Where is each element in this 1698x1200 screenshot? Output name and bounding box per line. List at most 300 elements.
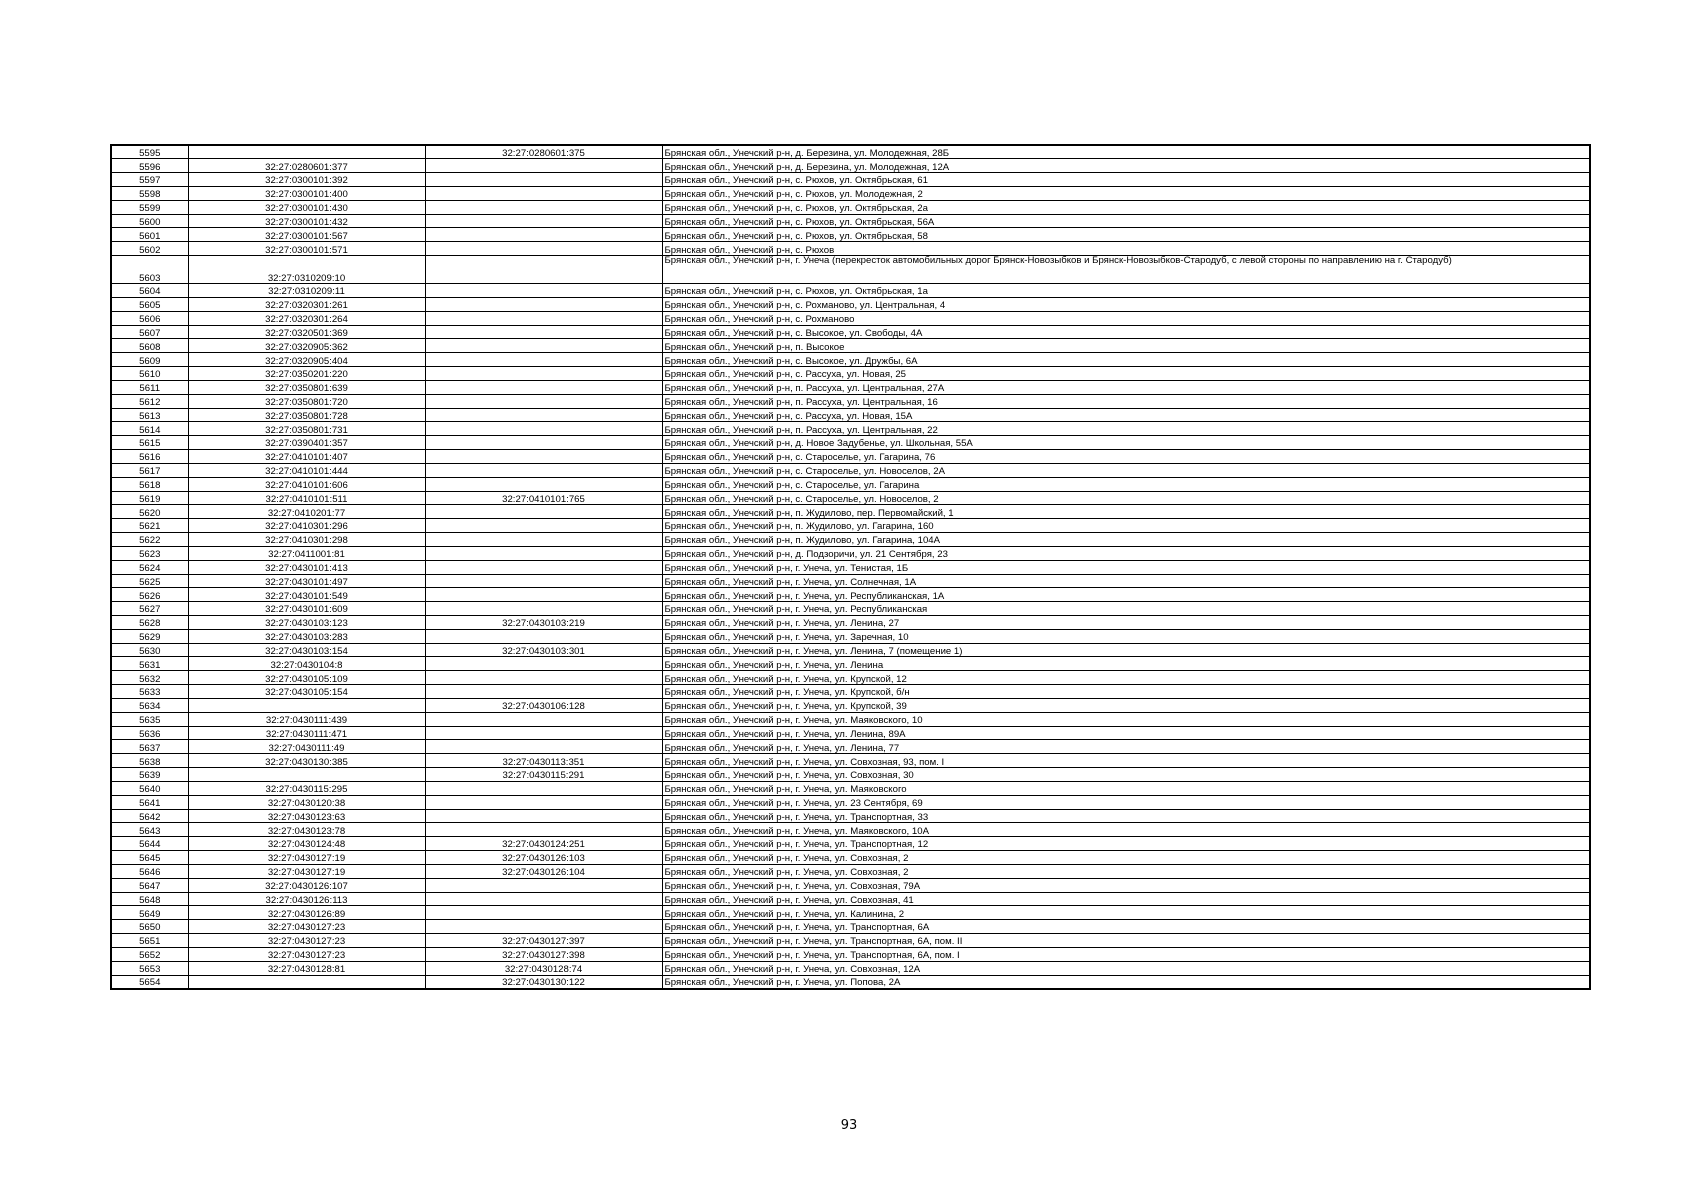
related-cadastral-number-cell: 32:27:0430103:219: [425, 616, 662, 630]
cadastral-number-cell: 32:27:0410201:77: [188, 505, 425, 519]
address-cell: Брянская обл., Унечский р-н, г. Унеча, ул. Совхозная, 2: [662, 864, 1590, 878]
table-row: [111, 463, 1590, 477]
data-table: [110, 144, 1591, 990]
table-row: [111, 920, 1590, 934]
table-row: [111, 574, 1590, 588]
cadastral-number-cell: 32:27:0430123:63: [188, 809, 425, 823]
table-row: [111, 546, 1590, 560]
related-cadastral-number-cell: 32:27:0430127:397: [425, 934, 662, 948]
address-cell: Брянская обл., Унечский р-н, г. Унеча, ул. Совхозная, 12А: [662, 961, 1590, 975]
related-cadastral-number-cell: [425, 159, 662, 173]
related-cadastral-number-cell: [425, 906, 662, 920]
row-number-cell: 5617: [111, 463, 188, 477]
related-cadastral-number-cell: 32:27:0430127:398: [425, 947, 662, 961]
row-number-cell: 5628: [111, 616, 188, 630]
row-number-cell: 5624: [111, 560, 188, 574]
cadastral-number-cell: 32:27:0350201:220: [188, 367, 425, 381]
cadastral-number-cell: [188, 145, 425, 159]
address-cell: Брянская обл., Унечский р-н, г. Унеча, ул. Ленина: [662, 657, 1590, 671]
table-row: [111, 408, 1590, 422]
table-row: [111, 560, 1590, 574]
table-row: [111, 837, 1590, 851]
row-number-cell: 5602: [111, 242, 188, 256]
cadastral-number-cell: 32:27:0430101:413: [188, 560, 425, 574]
row-number-cell: 5653: [111, 961, 188, 975]
related-cadastral-number-cell: [425, 394, 662, 408]
table-row: [111, 311, 1590, 325]
row-number-cell: 5613: [111, 408, 188, 422]
address-cell: Брянская обл., Унечский р-н, г. Унеча, ул. Солнечная, 1А: [662, 574, 1590, 588]
row-number-cell: 5643: [111, 823, 188, 837]
table-row: [111, 975, 1590, 989]
row-number-cell: 5641: [111, 795, 188, 809]
table-row: [111, 712, 1590, 726]
cadastral-number-cell: 32:27:0430130:385: [188, 754, 425, 768]
cadastral-number-cell: 32:27:0280601:377: [188, 159, 425, 173]
table-row: [111, 325, 1590, 339]
table-row: [111, 353, 1590, 367]
row-number-cell: 5612: [111, 394, 188, 408]
row-number-cell: 5619: [111, 491, 188, 505]
related-cadastral-number-cell: [425, 367, 662, 381]
row-number-cell: 5633: [111, 685, 188, 699]
row-number-cell: 5654: [111, 975, 188, 989]
row-number-cell: 5609: [111, 353, 188, 367]
related-cadastral-number-cell: [425, 892, 662, 906]
table-row: [111, 505, 1590, 519]
cadastral-number-cell: 32:27:0410301:298: [188, 533, 425, 547]
table-row: [111, 602, 1590, 616]
row-number-cell: 5614: [111, 422, 188, 436]
row-number-cell: 5596: [111, 159, 188, 173]
cadastral-number-cell: 32:27:0390401:357: [188, 436, 425, 450]
row-number-cell: 5634: [111, 698, 188, 712]
table-row: [111, 256, 1590, 284]
address-cell: Брянская обл., Унечский р-н, г. Унеча, ул. Крупской, 39: [662, 698, 1590, 712]
row-number-cell: 5603: [111, 256, 188, 284]
related-cadastral-number-cell: [425, 671, 662, 685]
table-row: [111, 643, 1590, 657]
cadastral-number-cell: 32:27:0350801:720: [188, 394, 425, 408]
address-cell: Брянская обл., Унечский р-н, с. Рюхов, ул. Октябрьская, 2а: [662, 200, 1590, 214]
row-number-cell: 5598: [111, 186, 188, 200]
address-cell: Брянская обл., Унечский р-н, г. Унеча, ул. Крупской, б/н: [662, 685, 1590, 699]
cadastral-number-cell: 32:27:0430101:497: [188, 574, 425, 588]
cadastral-number-cell: 32:27:0430103:283: [188, 629, 425, 643]
table-row: [111, 367, 1590, 381]
address-cell: Брянская обл., Унечский р-н, с. Высокое, ул. Свободы, 4А: [662, 325, 1590, 339]
address-cell: Брянская обл., Унечский р-н, п. Рассуха, ул. Центральная, 27А: [662, 380, 1590, 394]
cadastral-number-cell: 32:27:0430126:89: [188, 906, 425, 920]
related-cadastral-number-cell: 32:27:0430126:103: [425, 851, 662, 865]
address-cell: Брянская обл., Унечский р-н, п. Жудилово, ул. Гагарина, 160: [662, 519, 1590, 533]
row-number-cell: 5642: [111, 809, 188, 823]
related-cadastral-number-cell: 32:27:0430128:74: [425, 961, 662, 975]
address-cell: Брянская обл., Унечский р-н, с. Рюхов: [662, 242, 1590, 256]
cadastral-number-cell: 32:27:0430123:78: [188, 823, 425, 837]
related-cadastral-number-cell: [425, 519, 662, 533]
row-number-cell: 5611: [111, 380, 188, 394]
cadastral-number-cell: 32:27:0430124:48: [188, 837, 425, 851]
related-cadastral-number-cell: [425, 200, 662, 214]
address-cell: Брянская обл., Унечский р-н, с. Староселье, ул. Новоселов, 2А: [662, 463, 1590, 477]
address-cell: Брянская обл., Унечский р-н, г. Унеча, ул. Транспортная, 12: [662, 837, 1590, 851]
table-row: [111, 228, 1590, 242]
related-cadastral-number-cell: 32:27:0430130:122: [425, 975, 662, 989]
row-number-cell: 5645: [111, 851, 188, 865]
address-cell: Брянская обл., Унечский р-н, г. Унеча, ул. Маяковского, 10: [662, 712, 1590, 726]
cadastral-number-cell: 32:27:0350801:639: [188, 380, 425, 394]
row-number-cell: 5632: [111, 671, 188, 685]
related-cadastral-number-cell: [425, 823, 662, 837]
related-cadastral-number-cell: [425, 325, 662, 339]
row-number-cell: 5650: [111, 920, 188, 934]
table-row: [111, 477, 1590, 491]
address-cell: Брянская обл., Унечский р-н, п. Жудилово, ул. Гагарина, 104А: [662, 533, 1590, 547]
address-cell: Брянская обл., Унечский р-н, с. Рассуха, ул. Новая, 25: [662, 367, 1590, 381]
row-number-cell: 5652: [111, 947, 188, 961]
related-cadastral-number-cell: [425, 436, 662, 450]
cadastral-number-cell: 32:27:0430111:471: [188, 726, 425, 740]
row-number-cell: 5631: [111, 657, 188, 671]
related-cadastral-number-cell: 32:27:0430126:104: [425, 864, 662, 878]
row-number-cell: 5595: [111, 145, 188, 159]
address-cell: Брянская обл., Унечский р-н, с. Староселье, ул. Гагарина, 76: [662, 450, 1590, 464]
table-row: [111, 878, 1590, 892]
related-cadastral-number-cell: [425, 505, 662, 519]
row-number-cell: 5639: [111, 768, 188, 782]
address-cell: Брянская обл., Унечский р-н, г. Унеча, ул. Республиканская, 1А: [662, 588, 1590, 602]
row-number-cell: 5635: [111, 712, 188, 726]
table-row: [111, 519, 1590, 533]
row-number-cell: 5616: [111, 450, 188, 464]
table-row: [111, 145, 1590, 159]
address-cell: Брянская обл., Унечский р-н, г. Унеча, ул. Транспортная, 6А, пом. I: [662, 947, 1590, 961]
table-row: [111, 657, 1590, 671]
row-number-cell: 5646: [111, 864, 188, 878]
related-cadastral-number-cell: [425, 242, 662, 256]
row-number-cell: 5606: [111, 311, 188, 325]
related-cadastral-number-cell: [425, 809, 662, 823]
table-row: [111, 380, 1590, 394]
table-row: [111, 781, 1590, 795]
address-cell: Брянская обл., Унечский р-н, г. Унеча, ул. Крупской, 12: [662, 671, 1590, 685]
cadastral-number-cell: 32:27:0410101:407: [188, 450, 425, 464]
row-number-cell: 5610: [111, 367, 188, 381]
cadastral-number-cell: 32:27:0300101:430: [188, 200, 425, 214]
cadastral-number-cell: 32:27:0350801:728: [188, 408, 425, 422]
address-cell: Брянская обл., Унечский р-н, г. Унеча, ул. Ленина, 27: [662, 616, 1590, 630]
cadastral-number-cell: 32:27:0430126:107: [188, 878, 425, 892]
cadastral-number-cell: 32:27:0430128:81: [188, 961, 425, 975]
address-cell: Брянская обл., Унечский р-н, п. Рассуха, ул. Центральная, 16: [662, 394, 1590, 408]
related-cadastral-number-cell: [425, 339, 662, 353]
related-cadastral-number-cell: [425, 740, 662, 754]
related-cadastral-number-cell: [425, 380, 662, 394]
cadastral-number-cell: 32:27:0430127:19: [188, 851, 425, 865]
address-cell: Брянская обл., Унечский р-н, п. Высокое: [662, 339, 1590, 353]
address-cell: Брянская обл., Унечский р-н, п. Жудилово, пер. Первомайский, 1: [662, 505, 1590, 519]
related-cadastral-number-cell: [425, 311, 662, 325]
row-number-cell: 5597: [111, 173, 188, 187]
related-cadastral-number-cell: [425, 228, 662, 242]
table-row: [111, 422, 1590, 436]
address-cell: Брянская обл., Унечский р-н, д. Новое Задубенье, ул. Школьная, 55А: [662, 436, 1590, 450]
related-cadastral-number-cell: [425, 588, 662, 602]
cadastral-number-cell: 32:27:0320905:362: [188, 339, 425, 353]
table-row: [111, 961, 1590, 975]
address-cell: Брянская обл., Унечский р-н, г. Унеча, ул. Ленина, 77: [662, 740, 1590, 754]
row-number-cell: 5636: [111, 726, 188, 740]
row-number-cell: 5649: [111, 906, 188, 920]
related-cadastral-number-cell: 32:27:0430113:351: [425, 754, 662, 768]
address-cell: Брянская обл., Унечский р-н, с. Высокое, ул. Дружбы, 6А: [662, 353, 1590, 367]
table-body: [111, 145, 1590, 989]
row-number-cell: 5615: [111, 436, 188, 450]
table-row: [111, 671, 1590, 685]
table-row: [111, 533, 1590, 547]
cadastral-number-cell: 32:27:0430103:154: [188, 643, 425, 657]
address-cell: Брянская обл., Унечский р-н, г. Унеча, ул. 23 Сентября, 69: [662, 795, 1590, 809]
related-cadastral-number-cell: [425, 284, 662, 298]
related-cadastral-number-cell: 32:27:0430103:301: [425, 643, 662, 657]
cadastral-number-cell: 32:27:0430103:123: [188, 616, 425, 630]
row-number-cell: 5608: [111, 339, 188, 353]
row-number-cell: 5648: [111, 892, 188, 906]
cadastral-number-cell: 32:27:0430105:109: [188, 671, 425, 685]
cadastral-number-cell: 32:27:0430105:154: [188, 685, 425, 699]
related-cadastral-number-cell: [425, 477, 662, 491]
address-cell: Брянская обл., Унечский р-н, г. Унеча, ул. Тенистая, 1Б: [662, 560, 1590, 574]
cadastral-number-cell: 32:27:0300101:432: [188, 214, 425, 228]
address-cell: Брянская обл., Унечский р-н, д. Березина, ул. Молодежная, 12А: [662, 159, 1590, 173]
cadastral-number-cell: 32:27:0430127:23: [188, 934, 425, 948]
cadastral-number-cell: 32:27:0300101:571: [188, 242, 425, 256]
row-number-cell: 5625: [111, 574, 188, 588]
row-number-cell: 5605: [111, 297, 188, 311]
related-cadastral-number-cell: [425, 408, 662, 422]
row-number-cell: 5600: [111, 214, 188, 228]
row-number-cell: 5621: [111, 519, 188, 533]
cadastral-number-cell: 32:27:0430120:38: [188, 795, 425, 809]
cadastral-number-cell: 32:27:0350801:731: [188, 422, 425, 436]
address-cell: Брянская обл., Унечский р-н, г. Унеча, ул. Ленина, 89А: [662, 726, 1590, 740]
address-cell: Брянская обл., Унечский р-н, г. Унеча, ул. Совхозная, 2: [662, 851, 1590, 865]
row-number-cell: 5599: [111, 200, 188, 214]
table-row: [111, 906, 1590, 920]
related-cadastral-number-cell: 32:27:0410101:765: [425, 491, 662, 505]
table-row: [111, 339, 1590, 353]
table-row: [111, 754, 1590, 768]
related-cadastral-number-cell: [425, 463, 662, 477]
cadastral-number-cell: [188, 975, 425, 989]
cadastral-number-cell: [188, 698, 425, 712]
cadastral-number-cell: 32:27:0300101:567: [188, 228, 425, 242]
cadastral-number-cell: 32:27:0430127:19: [188, 864, 425, 878]
related-cadastral-number-cell: [425, 560, 662, 574]
address-cell: Брянская обл., Унечский р-н, г. Унеча, ул. Калинина, 2: [662, 906, 1590, 920]
cadastral-number-cell: 32:27:0430101:609: [188, 602, 425, 616]
address-cell: Брянская обл., Унечский р-н, с. Рассуха, ул. Новая, 15А: [662, 408, 1590, 422]
related-cadastral-number-cell: [425, 186, 662, 200]
address-cell: Брянская обл., Унечский р-н, г. Унеча, ул. Республиканская: [662, 602, 1590, 616]
table-row: [111, 685, 1590, 699]
row-number-cell: 5622: [111, 533, 188, 547]
row-number-cell: 5604: [111, 284, 188, 298]
address-cell: Брянская обл., Унечский р-н, г. Унеча, ул. Совхозная, 30: [662, 768, 1590, 782]
row-number-cell: 5630: [111, 643, 188, 657]
row-number-cell: 5638: [111, 754, 188, 768]
related-cadastral-number-cell: [425, 602, 662, 616]
cadastral-number-cell: 32:27:0320501:369: [188, 325, 425, 339]
cadastral-number-cell: 32:27:0410301:296: [188, 519, 425, 533]
related-cadastral-number-cell: [425, 629, 662, 643]
address-cell: Брянская обл., Унечский р-н, д. Подзоричи, ул. 21 Сентября, 23: [662, 546, 1590, 560]
address-cell: Брянская обл., Унечский р-н, г. Унеча, ул. Совхозная, 93, пом. I: [662, 754, 1590, 768]
related-cadastral-number-cell: [425, 546, 662, 560]
address-cell: Брянская обл., Унечский р-н, г. Унеча, ул. Заречная, 10: [662, 629, 1590, 643]
table-row: [111, 588, 1590, 602]
related-cadastral-number-cell: [425, 256, 662, 284]
table-row: [111, 186, 1590, 200]
address-cell: Брянская обл., Унечский р-н, г. Унеча, ул. Ленина, 7 (помещение 1): [662, 643, 1590, 657]
cadastral-number-cell: 32:27:0430111:49: [188, 740, 425, 754]
table-row: [111, 173, 1590, 187]
table-row: [111, 450, 1590, 464]
related-cadastral-number-cell: [425, 685, 662, 699]
table-row: [111, 200, 1590, 214]
row-number-cell: 5627: [111, 602, 188, 616]
address-cell: Брянская обл., Унечский р-н, с. Рохманово, ул. Центральная, 4: [662, 297, 1590, 311]
row-number-cell: 5651: [111, 934, 188, 948]
row-number-cell: 5647: [111, 878, 188, 892]
table-row: [111, 864, 1590, 878]
table-row: [111, 214, 1590, 228]
address-cell: Брянская обл., Унечский р-н, г. Унеча, ул. Транспортная, 6А, пом. II: [662, 934, 1590, 948]
cadastral-number-cell: 32:27:0410101:444: [188, 463, 425, 477]
cadastral-number-cell: 32:27:0320301:264: [188, 311, 425, 325]
address-cell: Брянская обл., Унечский р-н, г. Унеча, ул. Совхозная, 41: [662, 892, 1590, 906]
related-cadastral-number-cell: [425, 878, 662, 892]
table-row: [111, 892, 1590, 906]
address-cell: Брянская обл., Унечский р-н, д. Березина, ул. Молодежная, 28Б: [662, 145, 1590, 159]
address-cell: Брянская обл., Унечский р-н, с. Староселье, ул. Новоселов, 2: [662, 491, 1590, 505]
table-row: [111, 159, 1590, 173]
related-cadastral-number-cell: 32:27:0430106:128: [425, 698, 662, 712]
related-cadastral-number-cell: [425, 726, 662, 740]
related-cadastral-number-cell: [425, 173, 662, 187]
table-row: [111, 284, 1590, 298]
cadastral-number-cell: [188, 768, 425, 782]
related-cadastral-number-cell: 32:27:0430124:251: [425, 837, 662, 851]
related-cadastral-number-cell: [425, 353, 662, 367]
address-cell: Брянская обл., Унечский р-н, с. Рюхов, ул. Октябрьская, 58: [662, 228, 1590, 242]
table-row: [111, 934, 1590, 948]
table-row: [111, 740, 1590, 754]
related-cadastral-number-cell: [425, 214, 662, 228]
related-cadastral-number-cell: [425, 297, 662, 311]
table-row: [111, 726, 1590, 740]
related-cadastral-number-cell: [425, 781, 662, 795]
cadastral-number-cell: 32:27:0430127:23: [188, 920, 425, 934]
cadastral-number-cell: 32:27:0430126:113: [188, 892, 425, 906]
page-number: 93: [840, 1118, 858, 1133]
table-row: [111, 629, 1590, 643]
row-number-cell: 5629: [111, 629, 188, 643]
row-number-cell: 5601: [111, 228, 188, 242]
address-cell: Брянская обл., Унечский р-н, с. Рюхов, ул. Молодежная, 2: [662, 186, 1590, 200]
address-cell: Брянская обл., Унечский р-н, г. Унеча, ул. Маяковского, 10А: [662, 823, 1590, 837]
table-row: [111, 242, 1590, 256]
row-number-cell: 5618: [111, 477, 188, 491]
related-cadastral-number-cell: 32:27:0280601:375: [425, 145, 662, 159]
cadastral-number-cell: 32:27:0430104:8: [188, 657, 425, 671]
row-number-cell: 5637: [111, 740, 188, 754]
table-row: [111, 823, 1590, 837]
row-number-cell: 5626: [111, 588, 188, 602]
table-row: [111, 768, 1590, 782]
address-cell: Брянская обл., Унечский р-н, г. Унеча, ул. Транспортная, 33: [662, 809, 1590, 823]
related-cadastral-number-cell: [425, 450, 662, 464]
row-number-cell: 5644: [111, 837, 188, 851]
cadastral-number-cell: 32:27:0411001:81: [188, 546, 425, 560]
table-row: [111, 436, 1590, 450]
cadastral-number-cell: 32:27:0430101:549: [188, 588, 425, 602]
related-cadastral-number-cell: [425, 533, 662, 547]
table-row: [111, 947, 1590, 961]
address-cell: Брянская обл., Унечский р-н, с. Рюхов, ул. Октябрьская, 56А: [662, 214, 1590, 228]
row-number-cell: 5607: [111, 325, 188, 339]
table-row: [111, 698, 1590, 712]
cadastral-number-cell: 32:27:0410101:606: [188, 477, 425, 491]
address-cell: Брянская обл., Унечский р-н, г. Унеча (перекресток автомобильных дорог Брянск-Новозыбков и Брянск-Новозыбков-Стародуб, с левой стороны по направлению на г. Стародуб): [662, 256, 1590, 284]
address-cell: Брянская обл., Унечский р-н, г. Унеча, ул. Транспортная, 6А: [662, 920, 1590, 934]
row-number-cell: 5623: [111, 546, 188, 560]
cadastral-number-cell: 32:27:0300101:400: [188, 186, 425, 200]
address-cell: Брянская обл., Унечский р-н, п. Рассуха, ул. Центральная, 22: [662, 422, 1590, 436]
table-row: [111, 491, 1590, 505]
table-row: [111, 297, 1590, 311]
related-cadastral-number-cell: [425, 657, 662, 671]
related-cadastral-number-cell: [425, 920, 662, 934]
row-number-cell: 5640: [111, 781, 188, 795]
cadastral-number-cell: 32:27:0430111:439: [188, 712, 425, 726]
cadastral-number-cell: 32:27:0430127:23: [188, 947, 425, 961]
table-row: [111, 616, 1590, 630]
table-row: [111, 851, 1590, 865]
related-cadastral-number-cell: [425, 712, 662, 726]
related-cadastral-number-cell: [425, 574, 662, 588]
cadastral-number-cell: 32:27:0320301:261: [188, 297, 425, 311]
related-cadastral-number-cell: [425, 422, 662, 436]
table-row: [111, 394, 1590, 408]
address-cell: Брянская обл., Унечский р-н, г. Унеча, ул. Попова, 2А: [662, 975, 1590, 989]
related-cadastral-number-cell: [425, 795, 662, 809]
related-cadastral-number-cell: 32:27:0430115:291: [425, 768, 662, 782]
cadastral-number-cell: 32:27:0320905:404: [188, 353, 425, 367]
row-number-cell: 5620: [111, 505, 188, 519]
cadastral-number-cell: 32:27:0310209:11: [188, 284, 425, 298]
address-cell: Брянская обл., Унечский р-н, с. Рюхов, ул. Октябрьская, 61: [662, 173, 1590, 187]
table-row: [111, 809, 1590, 823]
address-cell: Брянская обл., Унечский р-н, с. Рюхов, ул. Октябрьская, 1а: [662, 284, 1590, 298]
cadastral-number-cell: 32:27:0410101:511: [188, 491, 425, 505]
cadastral-number-cell: 32:27:0310209:10: [188, 256, 425, 284]
address-cell: Брянская обл., Унечский р-н, с. Староселье, ул. Гагарина: [662, 477, 1590, 491]
address-cell: Брянская обл., Унечский р-н, с. Рохманово: [662, 311, 1590, 325]
cadastral-number-cell: 32:27:0430115:295: [188, 781, 425, 795]
cadastral-number-cell: 32:27:0300101:392: [188, 173, 425, 187]
